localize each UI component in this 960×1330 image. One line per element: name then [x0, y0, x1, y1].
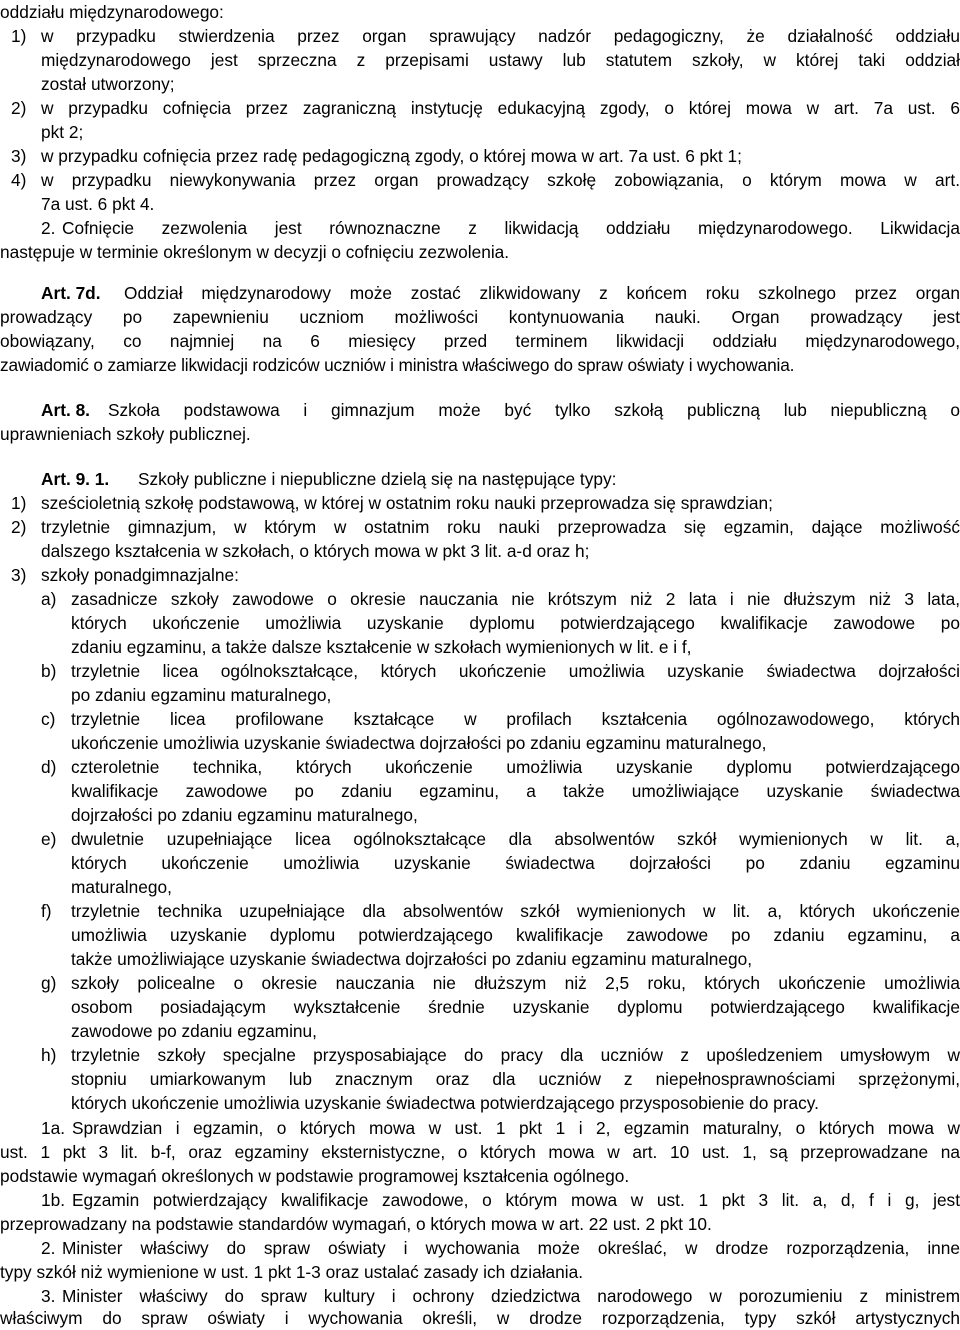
section-heading-tail: oddziału międzynarodowego:	[0, 2, 224, 22]
subitem-line: których ukończenie umożliwia uzyskanie dyplomu potwierdzającego kwalifikacje zawodowe po	[71, 613, 960, 633]
subitem-letter: h)	[41, 1045, 57, 1065]
subitem-line: trzyletnie technika uzupełniające dla absolwentów szkół wymienionych w lit. a, których ukończenie	[71, 901, 960, 921]
subitem-line: których ukończenie umożliwia uzyskanie świadectwa dojrzałości po zdaniu egzaminu	[71, 853, 960, 873]
paragraph-number: 1b.	[41, 1190, 66, 1210]
article-line: zawiadomić o zamiarze likwidacji rodziców uczniów i ministra właściwego do spraw oświaty i wychowania.	[0, 355, 795, 375]
list-item-number: 1)	[11, 26, 27, 46]
subitem-line: zasadnicze szkoły zawodowe o okresie nauczania nie krótszym niż 2 lata i nie dłuższym niż 3 lata,	[71, 589, 960, 609]
subitem-line: trzyletnie licea profilowane kształcące w profilach kształcenia ogólnozawodowego, których	[71, 709, 960, 729]
subitem-line: dojrzałości po zdaniu egzaminu maturalnego,	[71, 805, 418, 825]
subitem-letter: b)	[41, 661, 57, 681]
paragraph-line: Cofnięcie zezwolenia jest równoznaczne z likwidacją oddziału międzynarodowego. Likwidacja	[62, 218, 960, 238]
subitem-line: zdaniu egzaminu, a także dalsze kształcenie w szkołach wymienionych w lit. e i f,	[71, 637, 692, 657]
paragraph-line: typy szkół niż wymienione w ust. 1 pkt 1-3 oraz ustalać zasady ich działania.	[0, 1262, 584, 1282]
list-item-line: dalszego kształcenia w szkołach, o których mowa w pkt 3 lit. a-d oraz h;	[41, 541, 590, 561]
subitem-letter: g)	[41, 973, 57, 993]
subitem-line: także umożliwiające uzyskanie świadectwa dojrzałości po zdaniu egzaminu maturalnego,	[71, 949, 753, 969]
paragraph-number: 1a.	[41, 1118, 66, 1138]
article-line: Oddział międzynarodowy może zostać zlikwidowany z końcem roku szkolnego przez organ	[124, 283, 960, 303]
article-line: prowadzący po zapewnieniu uczniom możliwości kontynuowania nauki. Organ prowadzący jest	[0, 307, 960, 327]
subitem-line: dwuletnie uzupełniające licea ogólnokształcące dla absolwentów szkół wymienionych w lit. a,	[71, 829, 960, 849]
paragraph-line: przeprowadzany na podstawie standardów wymagań, o których mowa w art. 22 ust. 2 pkt 10.	[0, 1214, 712, 1234]
list-item-line: szkoły ponadgimnazjalne:	[41, 565, 239, 585]
subitem-line: maturalnego,	[71, 877, 172, 897]
subitem-line: ukończenie umożliwia uzyskanie świadectwa dojrzałości po zdaniu egzaminu maturalnego,	[71, 733, 767, 753]
paragraph-number: 2.	[41, 1238, 56, 1258]
subitem-letter: e)	[41, 829, 57, 849]
list-item-line: 7a ust. 6 pkt 4.	[41, 194, 155, 214]
subitem-line: których ukończenie umożliwia uzyskanie świadectwa potwierdzającego przysposobienie do pracy.	[71, 1093, 819, 1113]
subitem-letter: f)	[41, 901, 52, 921]
article-label: Art. 8.	[41, 400, 90, 420]
subitem-letter: a)	[41, 589, 57, 609]
subitem-line: kwalifikacje zawodowe po zdaniu egzaminu, a także umożliwiające uzyskanie świadectwa	[71, 781, 960, 801]
subitem-line: zawodowe po zdaniu egzaminu,	[71, 1021, 317, 1041]
subitem-line: szkoły policealne o okresie nauczania nie dłuższym niż 2,5 roku, których ukończenie umożliwia	[71, 973, 960, 993]
list-item-line: pkt 2;	[41, 122, 84, 142]
paragraph-line: następuje w terminie określonym w decyzji o cofnięciu zezwolenia.	[0, 242, 510, 262]
list-item-number: 3)	[11, 565, 27, 585]
subitem-line: osobom posiadającym wykształcenie średnie uzyskanie dyplomu potwierdzającego kwalifikacje	[71, 997, 960, 1017]
article-label: Art. 7d.	[41, 283, 101, 303]
paragraph-line: Minister właściwy do spraw kultury i ochrony dziedzictwa narodowego w porozumieniu z ministrem	[62, 1286, 960, 1306]
list-item-line: w przypadku stwierdzenia przez organ sprawujący nadzór pedagogiczny, że działalność oddziału	[41, 26, 960, 46]
paragraph-line: Sprawdzian i egzamin, o których mowa w ust. 1 pkt 1 i 2, egzamin maturalny, o których mowa w	[72, 1118, 960, 1138]
list-item-number: 2)	[11, 98, 27, 118]
list-item-line: międzynarodowego jest sprzeczna z przepisami ustawy lub statutem szkoły, w której taki oddział	[41, 50, 960, 70]
list-item-line: w przypadku cofnięcia przez zagraniczną instytucję edukacyjną zgody, o której mowa w art. 7a ust. 6	[41, 98, 960, 118]
paragraph-number: 3.	[41, 1286, 56, 1306]
list-item-line: trzyletnie gimnazjum, w którym w ostatnim roku nauki przeprowadza się egzamin, dające możliwość	[41, 517, 960, 537]
subitem-line: po zdaniu egzaminu maturalnego,	[71, 685, 332, 705]
paragraph-line: właściwym do spraw oświaty i wychowania określi, w drodze rozporządzenia, typy szkół artystycznych	[0, 1308, 960, 1328]
article-line: obowiązany, co najmniej na 6 miesięcy przed terminem likwidacji oddziału międzynarodowego,	[0, 331, 960, 351]
list-item-number: 2)	[11, 517, 27, 537]
list-item-line: w przypadku cofnięcia przez radę pedagogiczną zgody, o której mowa w art. 7a ust. 6 pkt 1;	[41, 146, 742, 166]
article-line: uprawnieniach szkoły publicznej.	[0, 424, 251, 444]
list-item-line: został utworzony;	[41, 74, 175, 94]
list-item-number: 4)	[11, 170, 27, 190]
paragraph-line: ust. 1 pkt 3 lit. b-f, oraz egzaminy eksternistyczne, o których mowa w art. 10 ust. 1, są przeprowadzane na	[0, 1142, 960, 1162]
article-line: Szkoła podstawowa i gimnazjum może być tylko szkołą publiczną lub niepubliczną o	[108, 400, 960, 420]
list-item-number: 1)	[11, 493, 27, 513]
paragraph-line: podstawie wymagań określonych w podstawie programowej kształcenia ogólnego.	[0, 1166, 630, 1186]
list-item-line: w przypadku niewykonywania przez organ prowadzący szkołę zobowiązania, o którym mowa w art.	[41, 170, 960, 190]
article-label: Art. 9. 1.	[41, 469, 110, 489]
paragraph-line: Minister właściwy do spraw oświaty i wychowania może określać, w drodze rozporządzenia, inne	[62, 1238, 960, 1258]
subitem-line: trzyletnie szkoły specjalne przysposabiające do pracy dla uczniów z upośledzeniem umysłowym w	[71, 1045, 960, 1065]
subitem-line: czteroletnie technika, których ukończenie umożliwia uzyskanie dyplomu potwierdzającego	[71, 757, 960, 777]
subitem-letter: c)	[41, 709, 56, 729]
paragraph-number: 2.	[41, 218, 56, 238]
subitem-letter: d)	[41, 757, 57, 777]
subitem-line: stopniu umiarkowanym lub znacznym oraz dla uczniów z niepełnosprawnościami sprzężonymi,	[71, 1069, 960, 1089]
subitem-line: umożliwia uzyskanie dyplomu potwierdzającego kwalifikacje zawodowe po zdaniu egzaminu, a	[71, 925, 960, 945]
article-intro: Szkoły publiczne i niepubliczne dzielą się na następujące typy:	[138, 469, 617, 489]
subitem-line: trzyletnie licea ogólnokształcące, których ukończenie umożliwia uzyskanie świadectwa dojrzałości	[71, 661, 960, 681]
list-item-line: sześcioletnią szkołę podstawową, w której w ostatnim roku nauki przeprowadza się sprawdzian;	[41, 493, 773, 513]
list-item-number: 3)	[11, 146, 27, 166]
paragraph-line: Egzamin potwierdzający kwalifikacje zawodowe, o którym mowa w ust. 1 pkt 3 lit. a, d, f i g, jest	[72, 1190, 960, 1210]
